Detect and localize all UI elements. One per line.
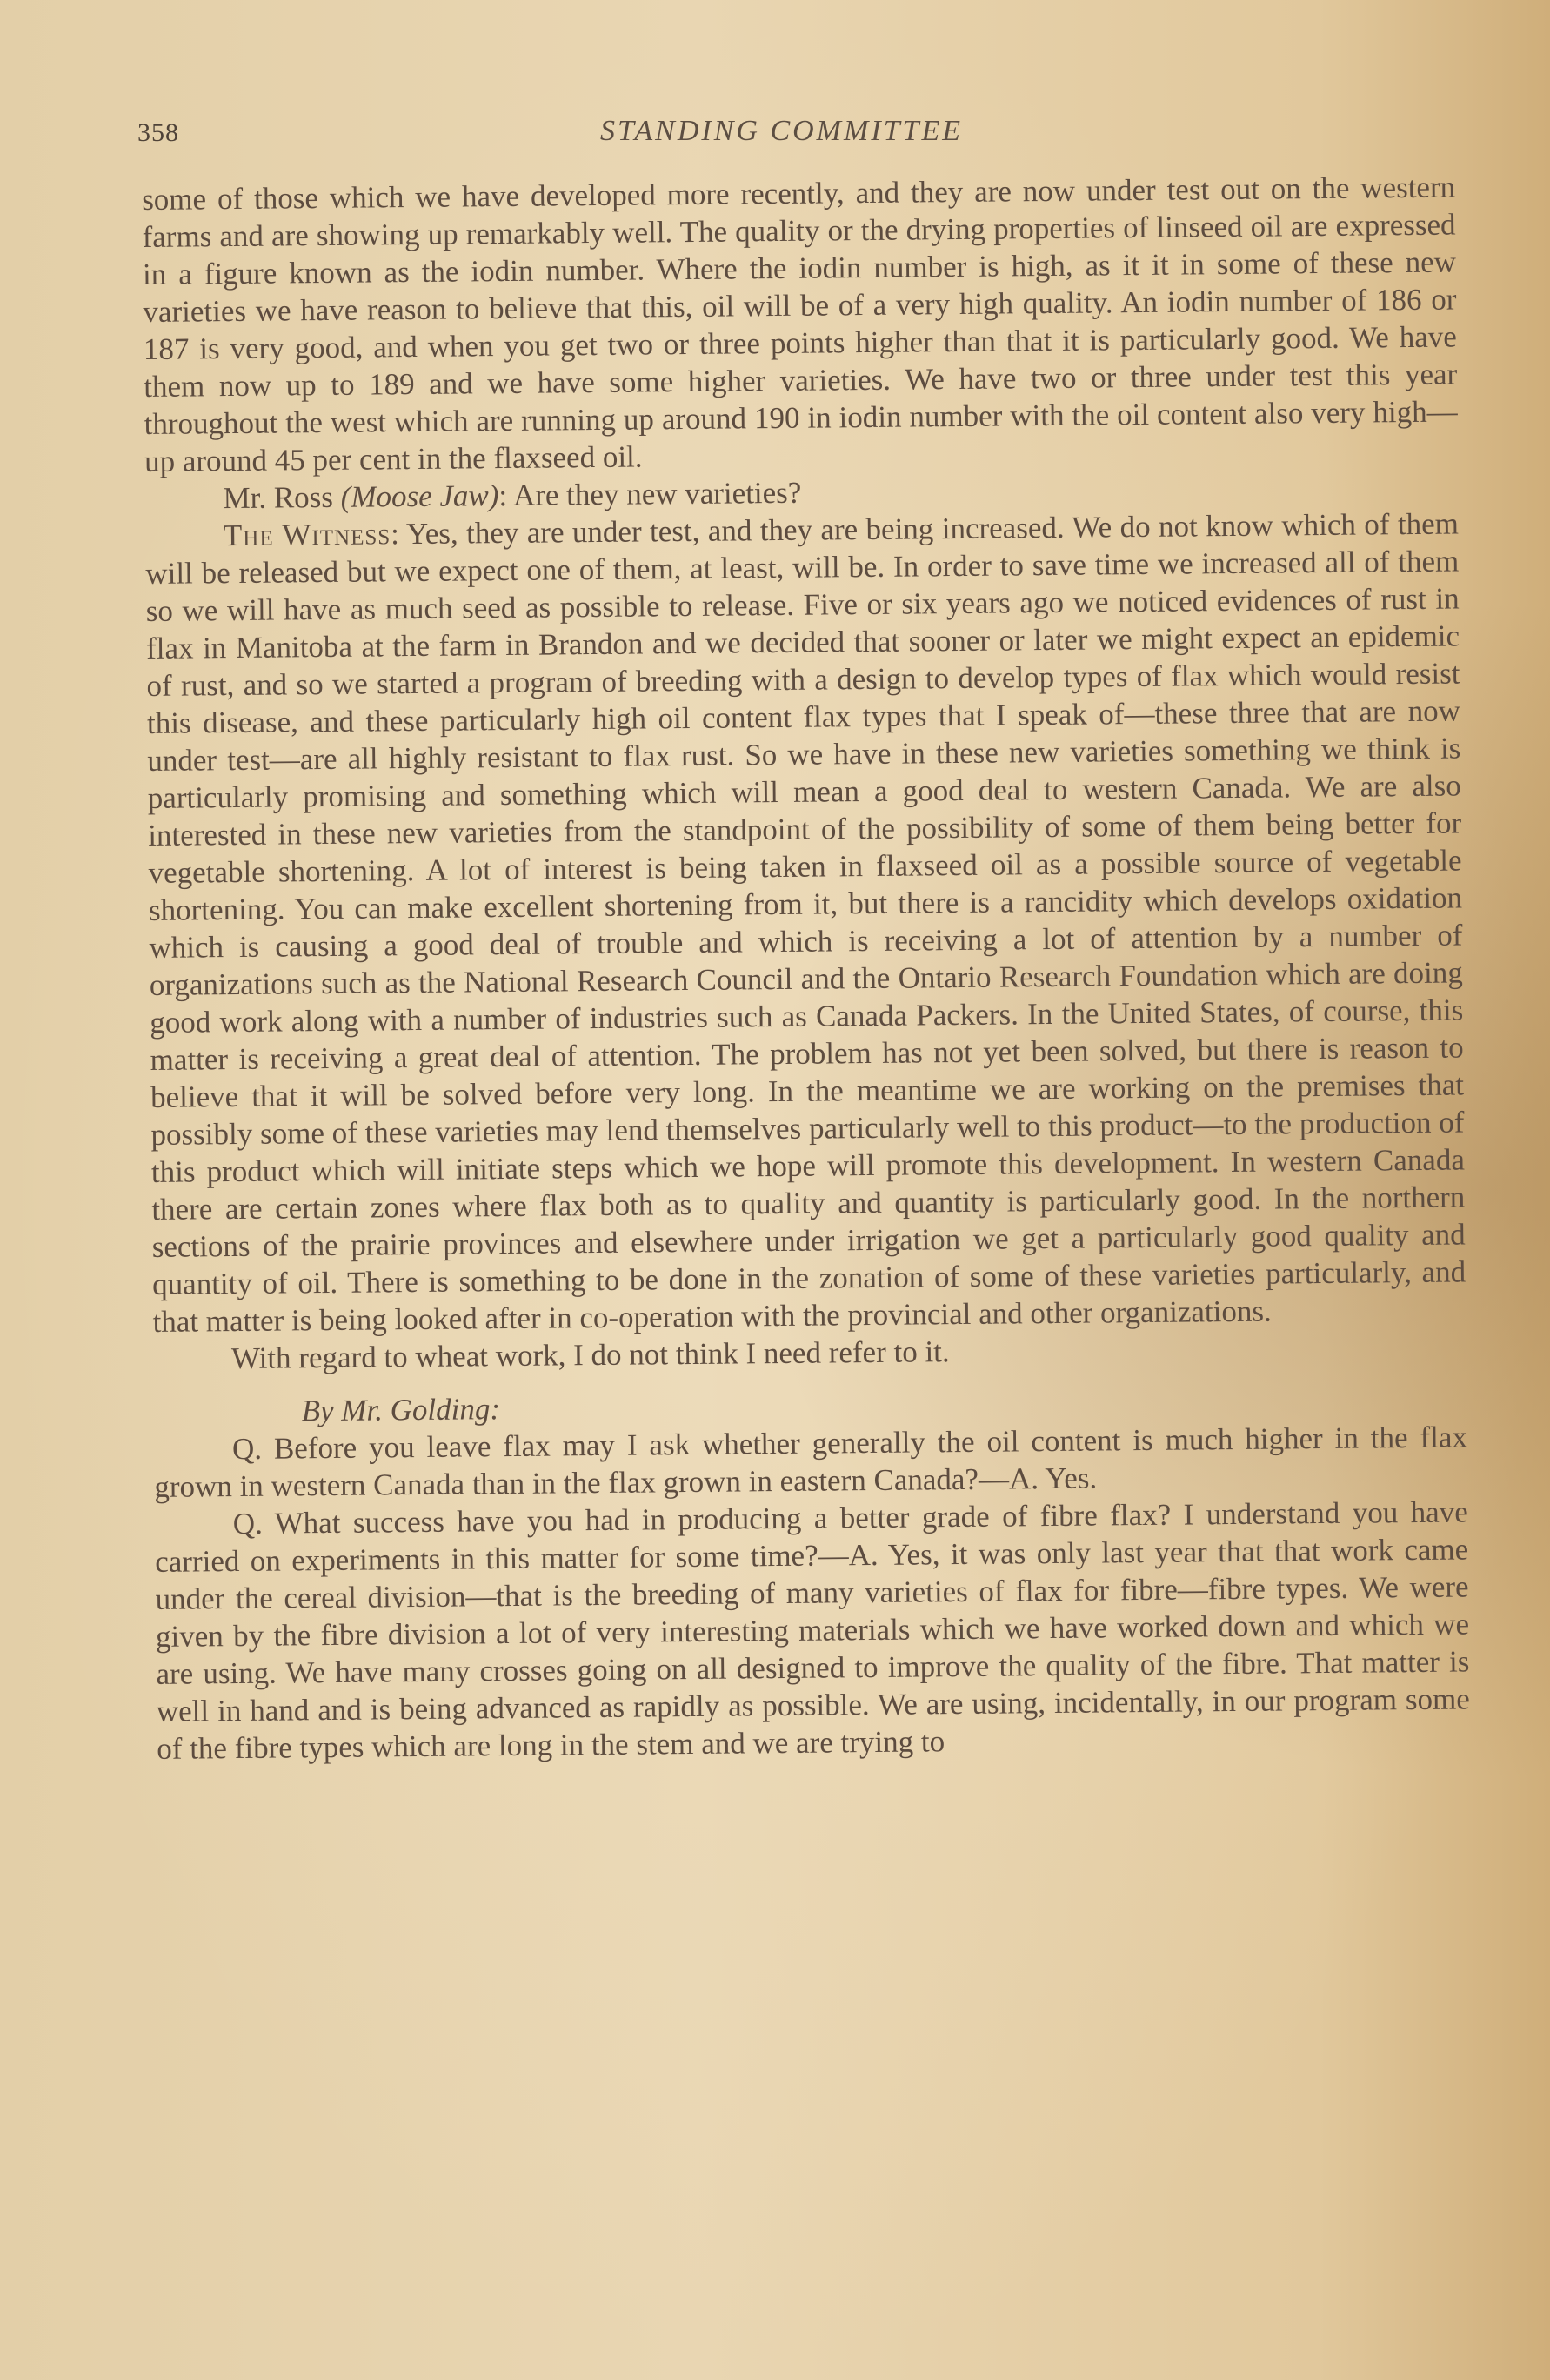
page-header bbox=[0, 111, 1550, 155]
paragraph-3-text: : Yes, they are under test, and they are being increased. We do not know which of them will be released but we expect one of them, at least, will be. In order to save time we increased all of them so we will have as much seed as possible to release. Five or six years ago we noticed evidences of rust in flax in Manitoba at the farm in Brandon and we decided that sooner or later we might expect an epidemic of rust, and so we started a program of breeding with a design to develop types of flax which would resist this disease, and these particularly high oil content flax types that I speak of—these three that are now under test—are all highly resistant to flax rust. So we have in these new varieties something we think is particularly promising and something which will mean a good deal to western Canada. We are also interested in these new varieties from the standpoint of the possibility of some of them being better for vegetable shortening. A lot of interest is being taken in flaxseed oil as a possible source of vegetable shortening. You can make excellent shortening from it, but there is a rancidity which develops oxidation which is causing a good deal of trouble and which is receiving a lot of attention by a number of organizations such as the National Research Council and the Ontario Research Foundation which are doing good work along with a number of industries such as Canada Packers. In the United States, of course, this matter is receiving a great deal of attention. The problem has not yet been solved, but there is reason to believe that it will be solved before very long. In the meantime we are working on the premises that possibly some of these varieties may lend themselves particularly well to this product—to the production of this product which will initiate steps which we hope will promote this development. In western Canada there are certain zones where flax both as to quality and quantity is particularly good. In the northern sections of the prairie provinces and elsewhere under irrigation we get a particularly good quality and quantity of oil. There is something to be done in the zonation of some of these varieties particularly, and that matter is being looked after in co-operation with the provincial and other organizations. bbox=[145, 506, 1466, 1339]
speaker-mr-ross: Mr. Ross bbox=[223, 479, 334, 516]
speaker-the-witness: The Witness bbox=[223, 517, 391, 553]
running-title: STANDING COMMITTEE bbox=[600, 115, 963, 147]
paragraph-4: With regard to wheat work, I do not think I need refer to it. bbox=[230, 1334, 950, 1376]
paragraph-2-text: : Are they new varieties? bbox=[498, 475, 802, 513]
paragraph-6: Q. What success have you had in producing a better grade of fibre flax? I understand you have carried on experiments in this matter for some time?—A. Yes, it was only last year that that work came under the cereal division—that is the breeding of many varieties of flax for fibre—fibre types. We were given by the fibre division a lot of very interesting materials which we have worked down and which we are using. We have many crosses going on all designed to improve the quality of the fibre. That matter is well in hand and is being advanced as rapidly as possible. We are using, incidentally, in our program some of the fibre types which are long in the stem and we are trying to bbox=[155, 1494, 1471, 1766]
questioner-subheading: By Mr. Golding: bbox=[301, 1392, 501, 1428]
paragraph-5: Q. Before you leave flax may I ask whether generally the oil content is much higher in the flax grown in western Canada than in the flax grown in eastern Canada?—A. Yes. bbox=[154, 1420, 1468, 1504]
speaker-riding: (Moose Jaw) bbox=[340, 478, 499, 514]
paragraph-1: some of those which we have developed more recently, and they are now under test out on the western farms and are showing up remarkably well. The quality or the drying properties of linseed oil are expressed in a figure known as the iodin number. Where the iodin number is high, as it it in some of these new varieties we have reason to believe that this, oil will be of a very high quality. An iodin number of 186 or 187 is very good, and when you get two or three points higher than that it is particularly good. We have them now up to 189 and we have some higher varieties. We have two or three under test this year throughout the west which are running up around 190 in iodin number with the oil content also very high—up around 45 per cent in the flaxseed oil. bbox=[142, 170, 1458, 478]
page-number: 358 bbox=[137, 118, 179, 147]
paragraph-3 bbox=[145, 505, 1466, 1340]
body-text bbox=[142, 169, 1470, 1768]
